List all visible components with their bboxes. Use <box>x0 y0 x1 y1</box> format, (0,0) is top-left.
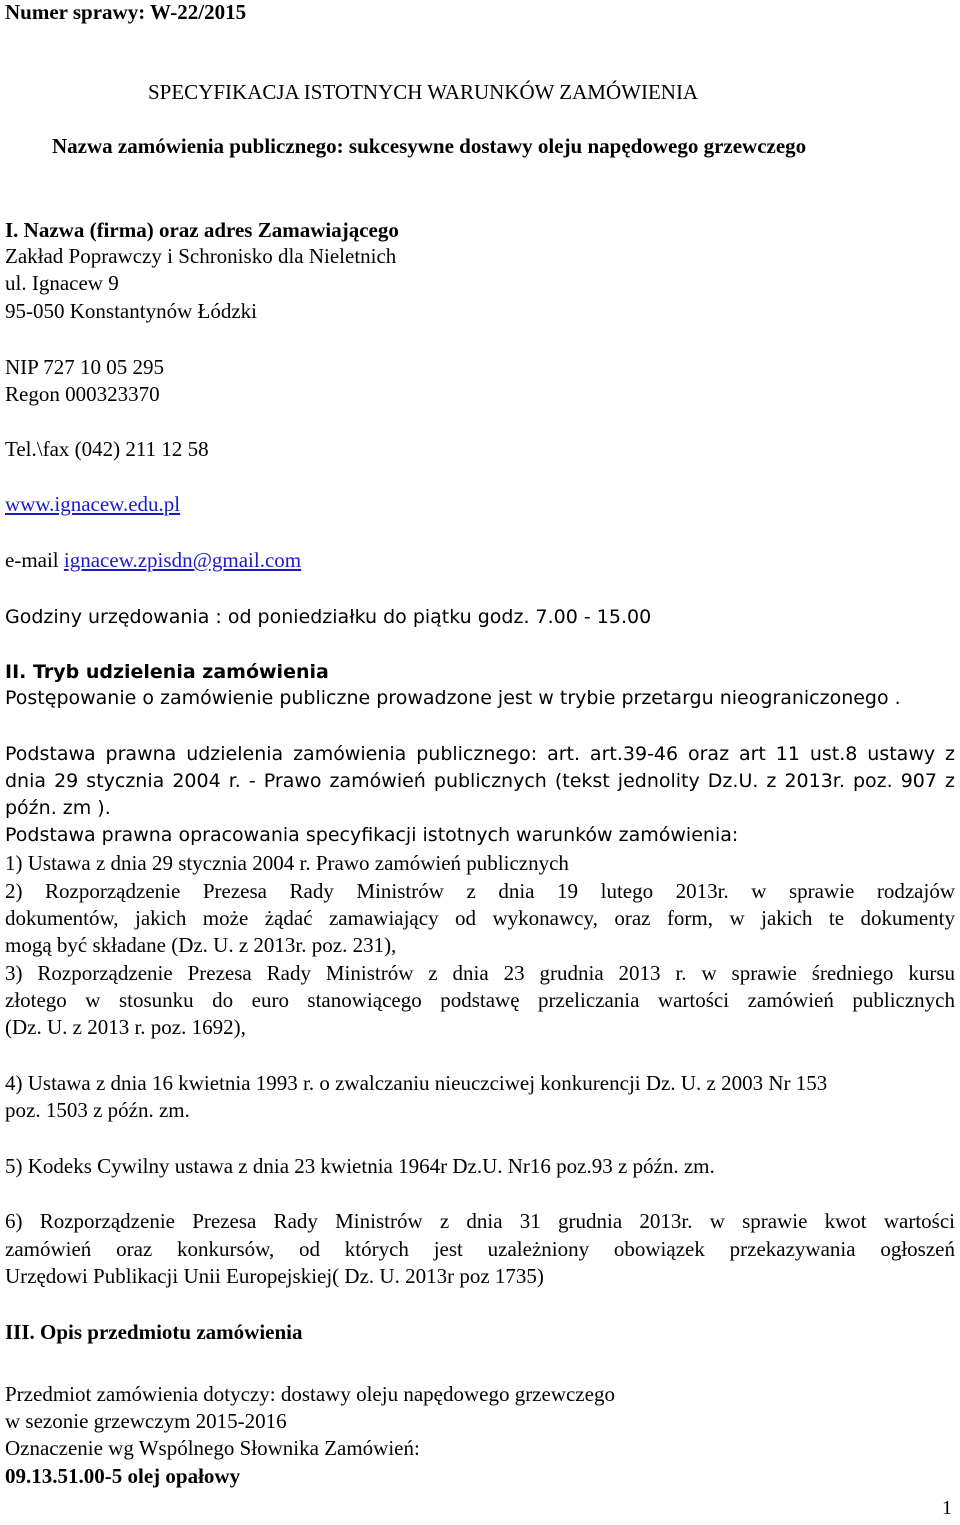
legal-item-3-line-1: 3) Rozporządzenie Prezesa Rady Ministrów z dnia 23 grudnia 2013 r. w sprawie średniego kursu <box>5 961 955 985</box>
legal-item-2-line-2: dokumentów, jakich może żądać zamawiający od wykonawcy, oraz form, w jakich te dokumenty <box>5 906 955 930</box>
legal-item-6-line-3: Urzędowi Publikacji Unii Europejskiej( Dz. U. 2013r poz 1735) <box>5 1264 544 1288</box>
order-name: Nazwa zamówienia publicznego: sukcesywne dostawy oleju napędowego grzewczego <box>52 134 807 158</box>
email-line <box>5 548 301 572</box>
legal-item-6-line-1: 6) Rozporządzenie Prezesa Rady Ministrów z dnia 31 grudnia 2013r. w sprawie kwot wartości <box>5 1209 955 1233</box>
spec-legal-basis: Podstawa prawna opracowania specyfikacji istotnych warunków zamówienia: <box>5 824 739 846</box>
document-title: SPECYFIKACJA ISTOTNYCH WARUNKÓW ZAMÓWIENIA <box>148 80 699 104</box>
procedure-mode: Postępowanie o zamówienie publiczne prowadzone jest w trybie przetargu nieograniczonego . <box>5 687 901 709</box>
regon-number: Regon 000323370 <box>5 382 160 406</box>
email-link[interactable]: ignacew.zpisdn@gmail.com <box>63 548 302 572</box>
legal-item-4-line-1: 4) Ustawa z dnia 16 kwietnia 1993 r. o zwalczaniu nieuczciwej konkurencji Dz. U. z 2003 Nr 153 <box>5 1071 828 1095</box>
section-2-heading: II. Tryb udzielenia zamówienia <box>5 661 329 683</box>
legal-item-1: 1) Ustawa z dnia 29 stycznia 2004 r. Prawo zamówień publicznych <box>5 851 569 875</box>
section-1-heading: I. Nazwa (firma) oraz adres Zamawiającego <box>5 218 399 242</box>
section-3-heading: III. Opis przedmiotu zamówienia <box>5 1320 303 1344</box>
address-street: ul. Ignacew 9 <box>5 271 119 295</box>
office-hours: Godziny urzędowania : od poniedziałku do piątku godz. 7.00 - 15.00 <box>5 606 652 628</box>
legal-item-5: 5) Kodeks Cywilny ustawa z dnia 23 kwietnia 1964r Dz.U. Nr16 poz.93 z późn. zm. <box>5 1154 715 1178</box>
page-number: 1 <box>942 1497 952 1519</box>
subject-line-1: Przedmiot zamówienia dotyczy: dostawy oleju napędowego grzewczego <box>5 1382 615 1406</box>
legal-item-3-line-2: złotego w stosunku do euro stanowiącego podstawę przeliczania wartości zamówień publicznych <box>5 988 955 1012</box>
website-line <box>5 492 180 516</box>
nip-number: NIP 727 10 05 295 <box>5 355 165 379</box>
legal-item-2-line-3: mogą być składane (Dz. U. z 2013r. poz. 231), <box>5 933 397 957</box>
legal-basis-line-3: późn. zm ). <box>5 797 111 819</box>
phone-fax: Tel.\fax (042) 211 12 58 <box>5 437 209 461</box>
legal-basis-line-1: Podstawa prawna udzielenia zamówienia publicznego: art. art.39-46 oraz art 11 ust.8 ustawy z <box>5 743 955 765</box>
legal-item-6-line-2: zamówień oraz konkursów, od których jest uzależniony obowiązek przekazywania ogłoszeń <box>5 1237 955 1261</box>
case-number: Numer sprawy: W-22/2015 <box>5 0 247 24</box>
email-label: e-mail <box>5 548 64 572</box>
address-city: 95-050 Konstantynów Łódzki <box>5 299 257 323</box>
cpv-label: Oznaczenie wg Wspólnego Słownika Zamówień: <box>5 1436 420 1460</box>
subject-line-2: w sezonie grzewczym 2015-2016 <box>5 1409 287 1433</box>
website-link[interactable]: www.ignacew.edu.pl <box>5 492 181 516</box>
cpv-code: 09.13.51.00-5 olej opałowy <box>5 1464 241 1488</box>
legal-item-3-line-3: (Dz. U. z 2013 r. poz. 1692), <box>5 1015 246 1039</box>
legal-basis-line-2: dnia 29 stycznia 2004 r. - Prawo zamówień publicznych (tekst jednolity Dz.U. z 2013r. poz. 907 z <box>5 770 955 792</box>
institution-name: Zakład Poprawczy i Schronisko dla Nieletnich <box>5 244 397 268</box>
legal-item-2-line-1: 2) Rozporządzenie Prezesa Rady Ministrów z dnia 19 lutego 2013r. w sprawie rodzajów <box>5 879 955 903</box>
legal-item-4-line-2: poz. 1503 z późn. zm. <box>5 1098 190 1122</box>
